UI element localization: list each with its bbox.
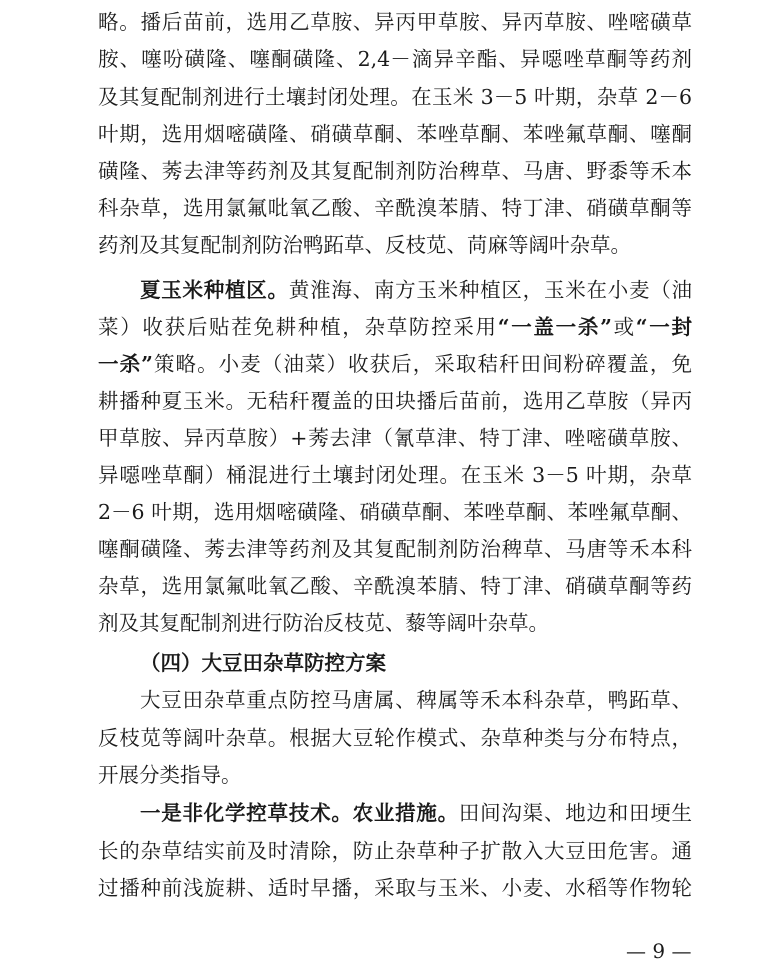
section-lead: 一是非化学控草技术。农业措施。 <box>140 801 459 825</box>
emphasis: “一盖一杀” <box>497 315 612 339</box>
text-line: 反枝苋等阔叶杂草。根据大豆轮作模式、杂草种类与分布特点， <box>98 726 692 750</box>
text-line: 科杂草，选用氯氟吡氧乙酸、辛酰溴苯腈、特丁津、硝磺草酮等 <box>98 196 692 220</box>
text-line: 药剂及其复配制剂防治鸭跖草、反枝苋、苘麻等阔叶杂草。 <box>98 233 631 257</box>
text-line <box>98 312 692 342</box>
text-line: 磺隆、莠去津等药剂及其复配制剂防治稗草、马唐、野黍等禾本 <box>98 159 692 183</box>
text-line: 过播种前浅旋耕、适时早播，采取与玉米、小麦、水稻等作物轮 <box>98 876 692 900</box>
text-line: 剂及其复配制剂进行防治反枝苋、藜等阔叶杂草。 <box>98 611 549 635</box>
text-line: 甲草胺、异丙草胺）+莠去津（氰草津、特丁津、唑嘧磺草胺、 <box>98 426 692 450</box>
text-line: 大豆田杂草重点防控马唐属、稗属等禾本科杂草，鸭跖草、 <box>140 688 692 712</box>
section-lead: 夏玉米种植区。 <box>140 278 289 302</box>
text-line: 杂草，选用氯氟吡氧乙酸、辛酰溴苯腈、特丁津、硝磺草酮等药 <box>98 574 692 598</box>
text-line: 开展分类指导。 <box>98 763 242 787</box>
text-span: 菜）收获后贴茬免耕种植，杂草防控采用 <box>98 315 498 339</box>
text-line: 胺、噻吩磺隆、噻酮磺隆、2,4－滴异辛酯、异噁唑草酮等药剂 <box>98 47 692 71</box>
text-line: 2－6 叶期，选用烟嘧磺隆、硝磺草酮、苯唑草酮、苯唑氟草酮、 <box>98 500 692 524</box>
text-span: 策略。小麦（油菜）收获后，采取秸秆田间粉碎覆盖，免 <box>152 352 692 376</box>
text-line: 噻酮磺隆、莠去津等药剂及其复配制剂防治稗草、马唐等禾本科 <box>98 537 692 561</box>
text-line <box>140 275 692 305</box>
text-line <box>140 798 692 828</box>
text-line: 及其复配制剂进行土壤封闭处理。在玉米 3－5 叶期，杂草 2－6 <box>98 85 692 109</box>
emphasis: 一杀” <box>98 352 153 376</box>
text-line <box>98 349 692 379</box>
text-line: 长的杂草结实前及时清除，防止杂草种子扩散入大豆田危害。通 <box>98 839 692 863</box>
text-line: 耕播种夏玉米。无秸秆覆盖的田块播后苗前，选用乙草胺（异丙 <box>98 389 692 413</box>
text-line: 略。播后苗前，选用乙草胺、异丙甲草胺、异丙草胺、唑嘧磺草 <box>98 10 692 34</box>
text-line: 叶期，选用烟嘧磺隆、硝磺草酮、苯唑草酮、苯唑氟草酮、噻酮 <box>98 122 692 146</box>
page-number: — 9 — <box>626 939 692 963</box>
text-line: 异噁唑草酮）桶混进行土壤封闭处理。在玉米 3－5 叶期，杂草 <box>98 463 692 487</box>
section-heading: （四）大豆田杂草防控方案 <box>140 651 386 675</box>
text-span: 田间沟渠、地边和田埂生 <box>458 801 693 825</box>
text-span: 黄淮海、南方玉米种植区，玉米在小麦（油 <box>288 278 693 302</box>
emphasis: “一封 <box>635 315 693 339</box>
text-span: 或 <box>611 315 636 339</box>
